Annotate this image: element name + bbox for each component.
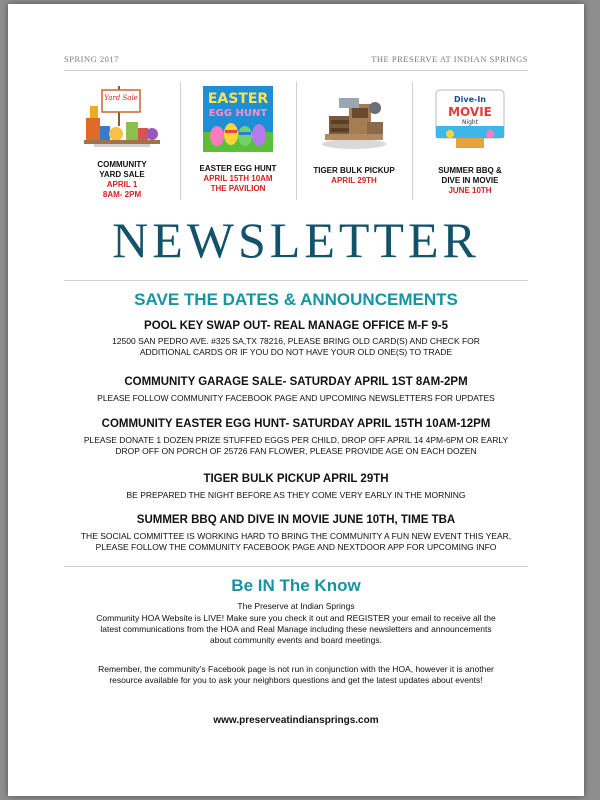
announcements-heading: SAVE THE DATES & ANNOUNCEMENTS bbox=[134, 290, 458, 309]
event-bulk-pickup bbox=[296, 80, 412, 204]
section-divider bbox=[64, 566, 528, 567]
announcement-line: PLEASE FOLLOW COMMUNITY FACEBOOK PAGE AND UPCOMING NEWSLETTERS FOR UPDATES bbox=[97, 393, 495, 403]
know-line: Community HOA Website is LIVE! Make sure you check it out and REGISTER your email to receive all the bbox=[96, 613, 496, 623]
announcement-heading: COMMUNITY EASTER EGG HUNT- SATURDAY APRIL 15TH 10AM-12PM bbox=[101, 418, 491, 430]
announcement-line: THE SOCIAL COMMITTEE IS WORKING HARD TO BRING THE COMMUNITY A FUN NEW EVENT THIS YEAR, bbox=[80, 531, 512, 541]
event-title: COMMUNITY bbox=[97, 160, 147, 169]
event-dive-in-movie bbox=[412, 80, 528, 204]
announcement-line: PLEASE FOLLOW THE COMMUNITY FACEBOOK PAGE AND NEXTDOOR APP FOR UPCOMING INFO bbox=[95, 542, 497, 552]
event-title: YARD SALE bbox=[99, 170, 145, 179]
event-date: APRIL 15TH 10AM bbox=[203, 174, 273, 183]
announcement-line: 12500 SAN PEDRO AVE. #325 SA,TX 78216, PLEASE BRING OLD CARD(S) AND CHECK FOR bbox=[112, 336, 480, 346]
announcement-text bbox=[8, 531, 584, 553]
announcement-text bbox=[8, 490, 584, 501]
event-title: DIVE IN MOVIE bbox=[441, 176, 499, 185]
event-time: 8AM- 2PM bbox=[102, 190, 142, 199]
announcement-text bbox=[8, 336, 584, 358]
know-subheading: The Preserve at Indian Springs bbox=[237, 601, 355, 611]
dive-in-movie-illustration bbox=[434, 88, 506, 152]
announcement-line: PLEASE DONATE 1 DOZEN PRIZE STUFFED EGGS PER CHILD, DROP OFF APRIL 14 4PM-6PM OR EARLY bbox=[83, 435, 509, 445]
know-heading: Be IN The Know bbox=[231, 576, 361, 595]
announcement-heading: SUMMER BBQ AND DIVE IN MOVIE JUNE 10TH, TIME TBA bbox=[136, 514, 456, 526]
website-link[interactable]: www.preserveatindiansprings.com bbox=[213, 715, 379, 726]
event-title: TIGER BULK PICKUP bbox=[313, 166, 395, 175]
yard-sale-illustration bbox=[80, 84, 164, 154]
know-line: resource available for you to ask your neighbors questions and get the latest updates about events! bbox=[109, 675, 483, 685]
announcement-heading: COMMUNITY GARAGE SALE- SATURDAY APRIL 1ST 8AM-2PM bbox=[124, 376, 468, 388]
announcement-line: BE PREPARED THE NIGHT BEFORE AS THEY COME VERY EARLY IN THE MORNING bbox=[126, 490, 466, 500]
event-date: JUNE 10TH bbox=[448, 186, 492, 195]
events-row bbox=[64, 80, 528, 204]
announcement-text bbox=[8, 435, 584, 457]
movie-sign-text: MOVIE bbox=[448, 105, 492, 119]
title-divider bbox=[64, 280, 528, 281]
community-label: THE PRESERVE AT INDIAN SPRINGS bbox=[371, 54, 528, 64]
know-line: latest communications from the HOA and Real Manage including these newsletters and announcements bbox=[100, 624, 492, 634]
event-easter-egg-hunt bbox=[180, 80, 296, 204]
announcement-text bbox=[8, 393, 584, 404]
know-paragraph bbox=[8, 613, 584, 646]
event-location: THE PAVILION bbox=[210, 184, 266, 193]
know-line: Remember, the community’s Facebook page is not run in conjunction with the HOA, however it is another bbox=[98, 664, 494, 674]
yard-sale-sign-text: Yard Sale bbox=[104, 94, 138, 102]
newsletter-title: NEWSLETTER bbox=[112, 212, 480, 268]
event-title: EASTER EGG HUNT bbox=[199, 164, 277, 173]
night-sign-text: Night bbox=[461, 119, 479, 126]
newsletter-page bbox=[8, 4, 584, 796]
header-divider bbox=[64, 70, 528, 71]
announcement-heading: TIGER BULK PICKUP APRIL 29TH bbox=[203, 473, 389, 485]
know-paragraph bbox=[8, 664, 584, 686]
event-date: APRIL 1 bbox=[106, 180, 138, 189]
know-line: about community events and board meetings. bbox=[210, 635, 382, 645]
announcement-line: ADDITIONAL CARDS OR IF YOU DO NOT HAVE YOUR OLD ONE(S) TO TRADE bbox=[139, 347, 453, 357]
dive-in-sign-text: Dive-In bbox=[453, 95, 487, 104]
announcement-line: DROP OFF ON PORCH OF 25726 FAN FLOWER, PLEASE PROVIDE AGE ON EACH DOZEN bbox=[115, 446, 477, 456]
easter-egg-illustration bbox=[203, 86, 273, 152]
page-header bbox=[64, 54, 528, 64]
junk-pile-illustration bbox=[319, 90, 389, 150]
event-date: APRIL 29TH bbox=[331, 176, 377, 185]
egg-hunt-banner-text: EGG HUNT bbox=[208, 108, 268, 119]
event-title: SUMMER BBQ & bbox=[438, 166, 502, 175]
announcement-heading: POOL KEY SWAP OUT- REAL MANAGE OFFICE M-F 9-5 bbox=[144, 320, 448, 332]
season-label: SPRING 2017 bbox=[64, 54, 119, 64]
easter-banner-text: EASTER bbox=[207, 91, 269, 107]
event-yard-sale bbox=[64, 80, 180, 204]
